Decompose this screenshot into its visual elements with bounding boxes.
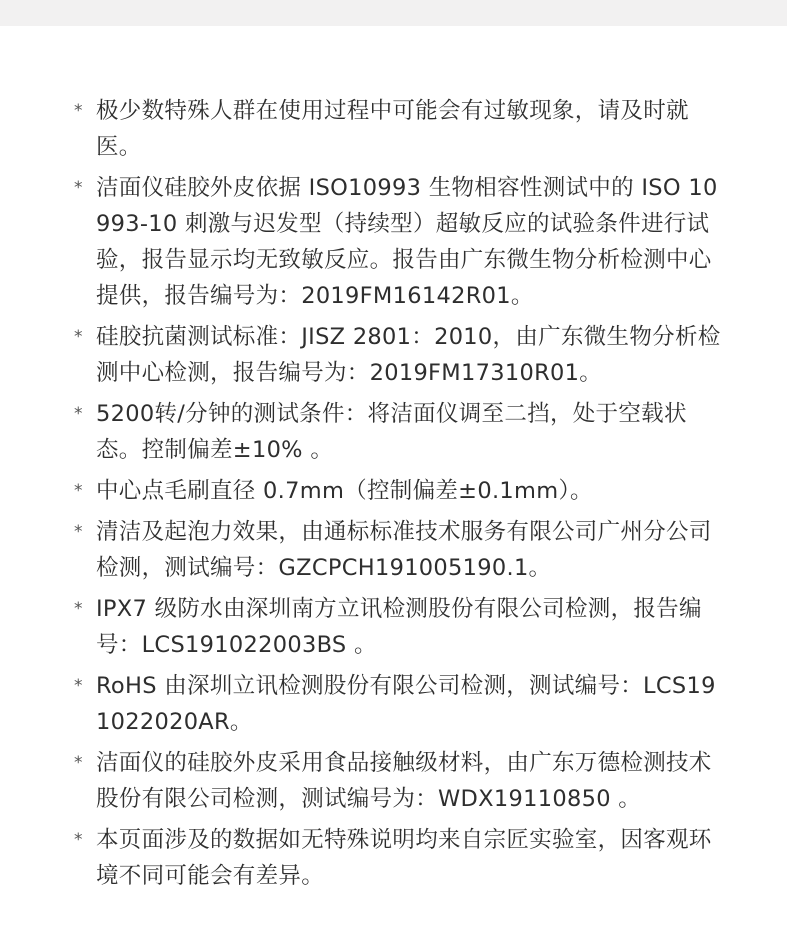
- footnote-text-rohs: RoHS 由深圳立讯检测股份有限公司检测，测试编号：LCS191022020AR。: [96, 673, 716, 735]
- footnote-text-antibacterial: 硅胶抗菌测试标准：JISZ 2801：2010，由广东微生物分析检测中心检测，报告编号为：2019FM17310R01。: [96, 324, 721, 386]
- footnote-item: [60, 319, 730, 391]
- footnote-item: [60, 170, 730, 314]
- bullet-star-icon: *: [74, 481, 83, 501]
- footnote-text-allergy: 极少数特殊人群在使用过程中可能会有过敏现象，请及时就医。: [96, 98, 689, 160]
- footnote-text-rotation-speed: 5200转/分钟的测试条件：将洁面仪调至二挡，处于空载状态。控制偏差±10% 。: [96, 401, 687, 463]
- bullet-star-icon: *: [74, 101, 83, 121]
- footnote-item: [60, 591, 730, 663]
- footnote-item: [60, 473, 730, 509]
- footnote-text-data-source: 本页面涉及的数据如无特殊说明均来自宗匠实验室，因客观环境不同可能会有差异。: [96, 827, 712, 889]
- bullet-star-icon: *: [74, 599, 83, 619]
- top-shade-band: [0, 0, 787, 26]
- bullet-star-icon: *: [74, 522, 83, 542]
- bullet-star-icon: *: [74, 753, 83, 773]
- footnote-text-waterproof: IPX7 级防水由深圳南方立讯检测股份有限公司检测，报告编号：LCS191022003BS 。: [96, 596, 702, 658]
- footnote-item: [60, 93, 730, 165]
- footnote-item: [60, 745, 730, 817]
- bullet-star-icon: *: [74, 830, 83, 850]
- bullet-star-icon: *: [74, 327, 83, 347]
- footnote-item: [60, 668, 730, 740]
- footnote-item: [60, 396, 730, 468]
- footnote-text-bristle-diameter: 中心点毛刷直径 0.7mm（控制偏差±0.1mm）。: [96, 478, 593, 504]
- bullet-star-icon: *: [74, 178, 83, 198]
- footnote-item: [60, 514, 730, 586]
- footnote-list: [60, 93, 730, 899]
- footnote-item: [60, 822, 730, 894]
- footnote-text-food-grade: 洁面仪的硅胶外皮采用食品接触级材料，由广东万德检测技术股份有限公司检测，测试编号为：WDX19110850 。: [96, 750, 712, 812]
- footnote-text-cleansing-foam: 清洁及起泡力效果，由通标标准技术服务有限公司广州分公司检测，测试编号：GZCPCH191005190.1。: [96, 519, 712, 581]
- footnote-text-biocompatibility: 洁面仪硅胶外皮依据 ISO10993 生物相容性测试中的 ISO 10993-10 刺激与迟发型（持续型）超敏反应的试验条件进行试验，报告显示均无致敏反应。报告由广东微生物分析检测中心提供，报告编号为：2019FM16142R01。: [96, 175, 718, 309]
- bullet-star-icon: *: [74, 676, 83, 696]
- bullet-star-icon: *: [74, 404, 83, 424]
